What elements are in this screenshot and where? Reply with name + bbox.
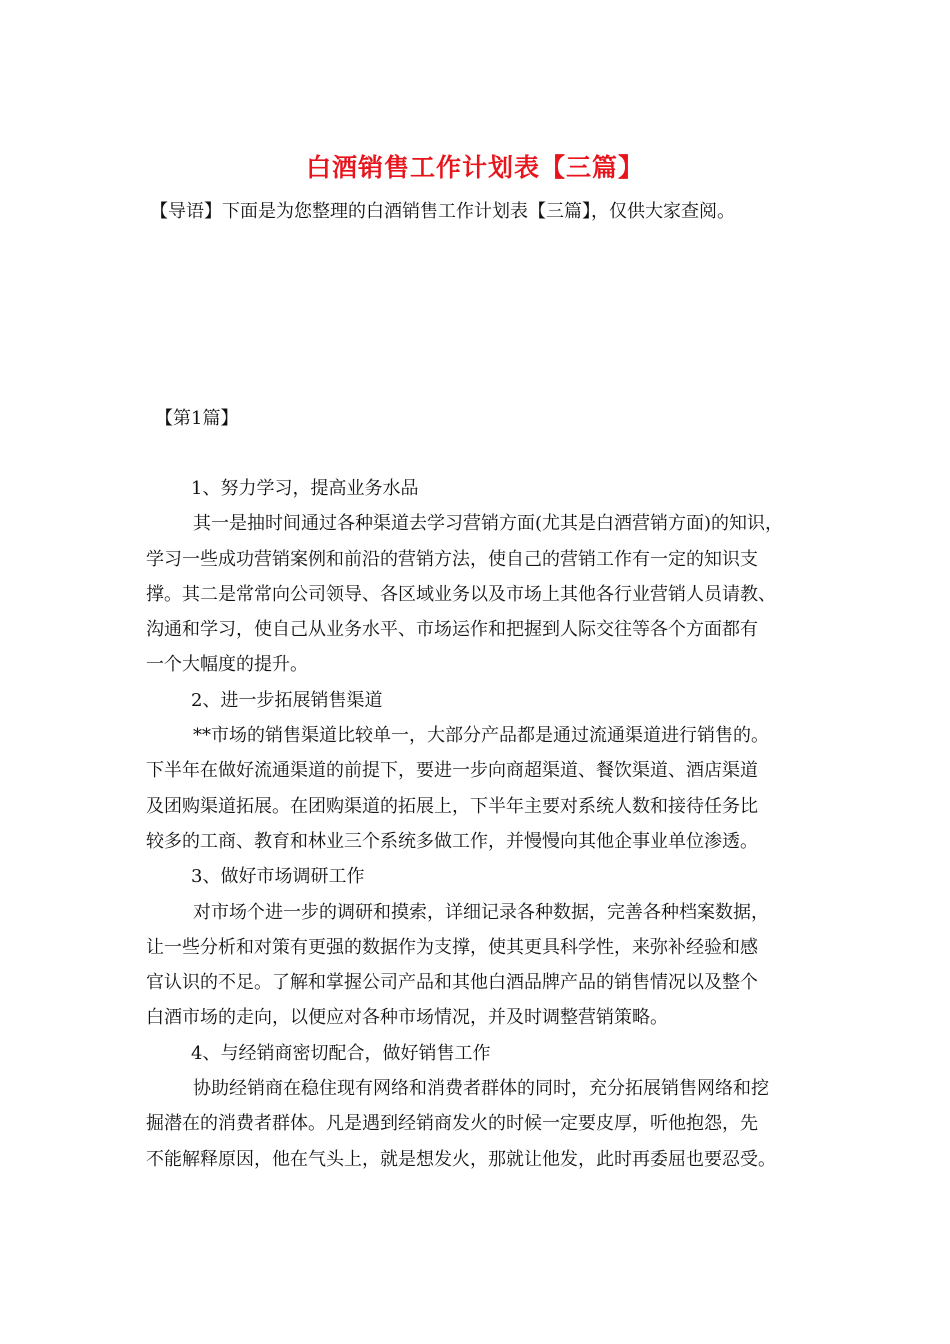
paragraph-line: 其一是抽时间通过各种渠道去学习营销方面(尤其是白酒营销方面)的知识， bbox=[193, 513, 784, 535]
paragraph-line: 学习一些成功营销案例和前沿的营销方法，使自己的营销工作有一定的知识支 bbox=[146, 548, 758, 570]
paragraph-line: 较多的工商、教育和林业三个系统多做工作，并慢慢向其他企事业单位渗透。 bbox=[146, 830, 758, 852]
paragraph-line: 一个大幅度的提升。 bbox=[146, 654, 308, 676]
paragraph-line: 对市场个进一步的调研和摸索，详细记录各种数据，完善各种档案数据， bbox=[193, 901, 769, 923]
paragraph-line: 不能解释原因，他在气头上，就是想发火，那就让他发，此时再委屈也要忍受。 bbox=[146, 1148, 776, 1170]
document-body bbox=[146, 471, 826, 1177]
paragraph-line: 下半年在做好流通渠道的前提下，要进一步向商超渠道、餐饮渠道、酒店渠道 bbox=[146, 760, 758, 782]
paragraph-line: 协助经销商在稳住现有网络和消费者群体的同时，充分拓展销售网络和挖 bbox=[193, 1078, 769, 1100]
section-heading: 1、努力学习，提高业务水品 bbox=[191, 478, 419, 499]
intro-paragraph: 【导语】下面是为您整理的白酒销售工作计划表【三篇】，仅供大家查阅。 bbox=[150, 201, 735, 222]
paragraph-line: 及团购渠道拓展。在团购渠道的拓展上，下半年主要对系统人数和接待任务比 bbox=[146, 795, 758, 817]
paragraph-line: 撑。其二是常常向公司领导、各区域业务以及市场上其他各行业营销人员请教、 bbox=[146, 583, 776, 605]
paragraph-line: 官认识的不足。了解和掌握公司产品和其他白酒品牌产品的销售情况以及整个 bbox=[146, 972, 758, 994]
paragraph-line: 掘潜在的消费者群体。凡是遇到经销商发火的时候一定要皮厚，听他抱怨，先 bbox=[146, 1113, 758, 1135]
paragraph-line: 白酒市场的走向，以便应对各种市场情况，并及时调整营销策略。 bbox=[146, 1007, 668, 1029]
document-title: 白酒销售工作计划表【三篇】 bbox=[305, 153, 644, 182]
paragraph-line: **市场的销售渠道比较单一，大部分产品都是通过流通渠道进行销售的。 bbox=[193, 725, 769, 747]
section-label: 【第1篇】 bbox=[155, 408, 239, 429]
section-heading: 4、与经销商密切配合，做好销售工作 bbox=[191, 1042, 491, 1064]
paragraph-line: 让一些分析和对策有更强的数据作为支撑，使其更具科学性，来弥补经验和感 bbox=[146, 936, 758, 958]
section-heading: 2、进一步拓展销售渠道 bbox=[191, 689, 383, 711]
paragraph-line: 沟通和学习，使自己从业务水平、市场运作和把握到人际交往等各个方面都有 bbox=[146, 619, 758, 641]
section-heading: 3、做好市场调研工作 bbox=[191, 866, 365, 888]
